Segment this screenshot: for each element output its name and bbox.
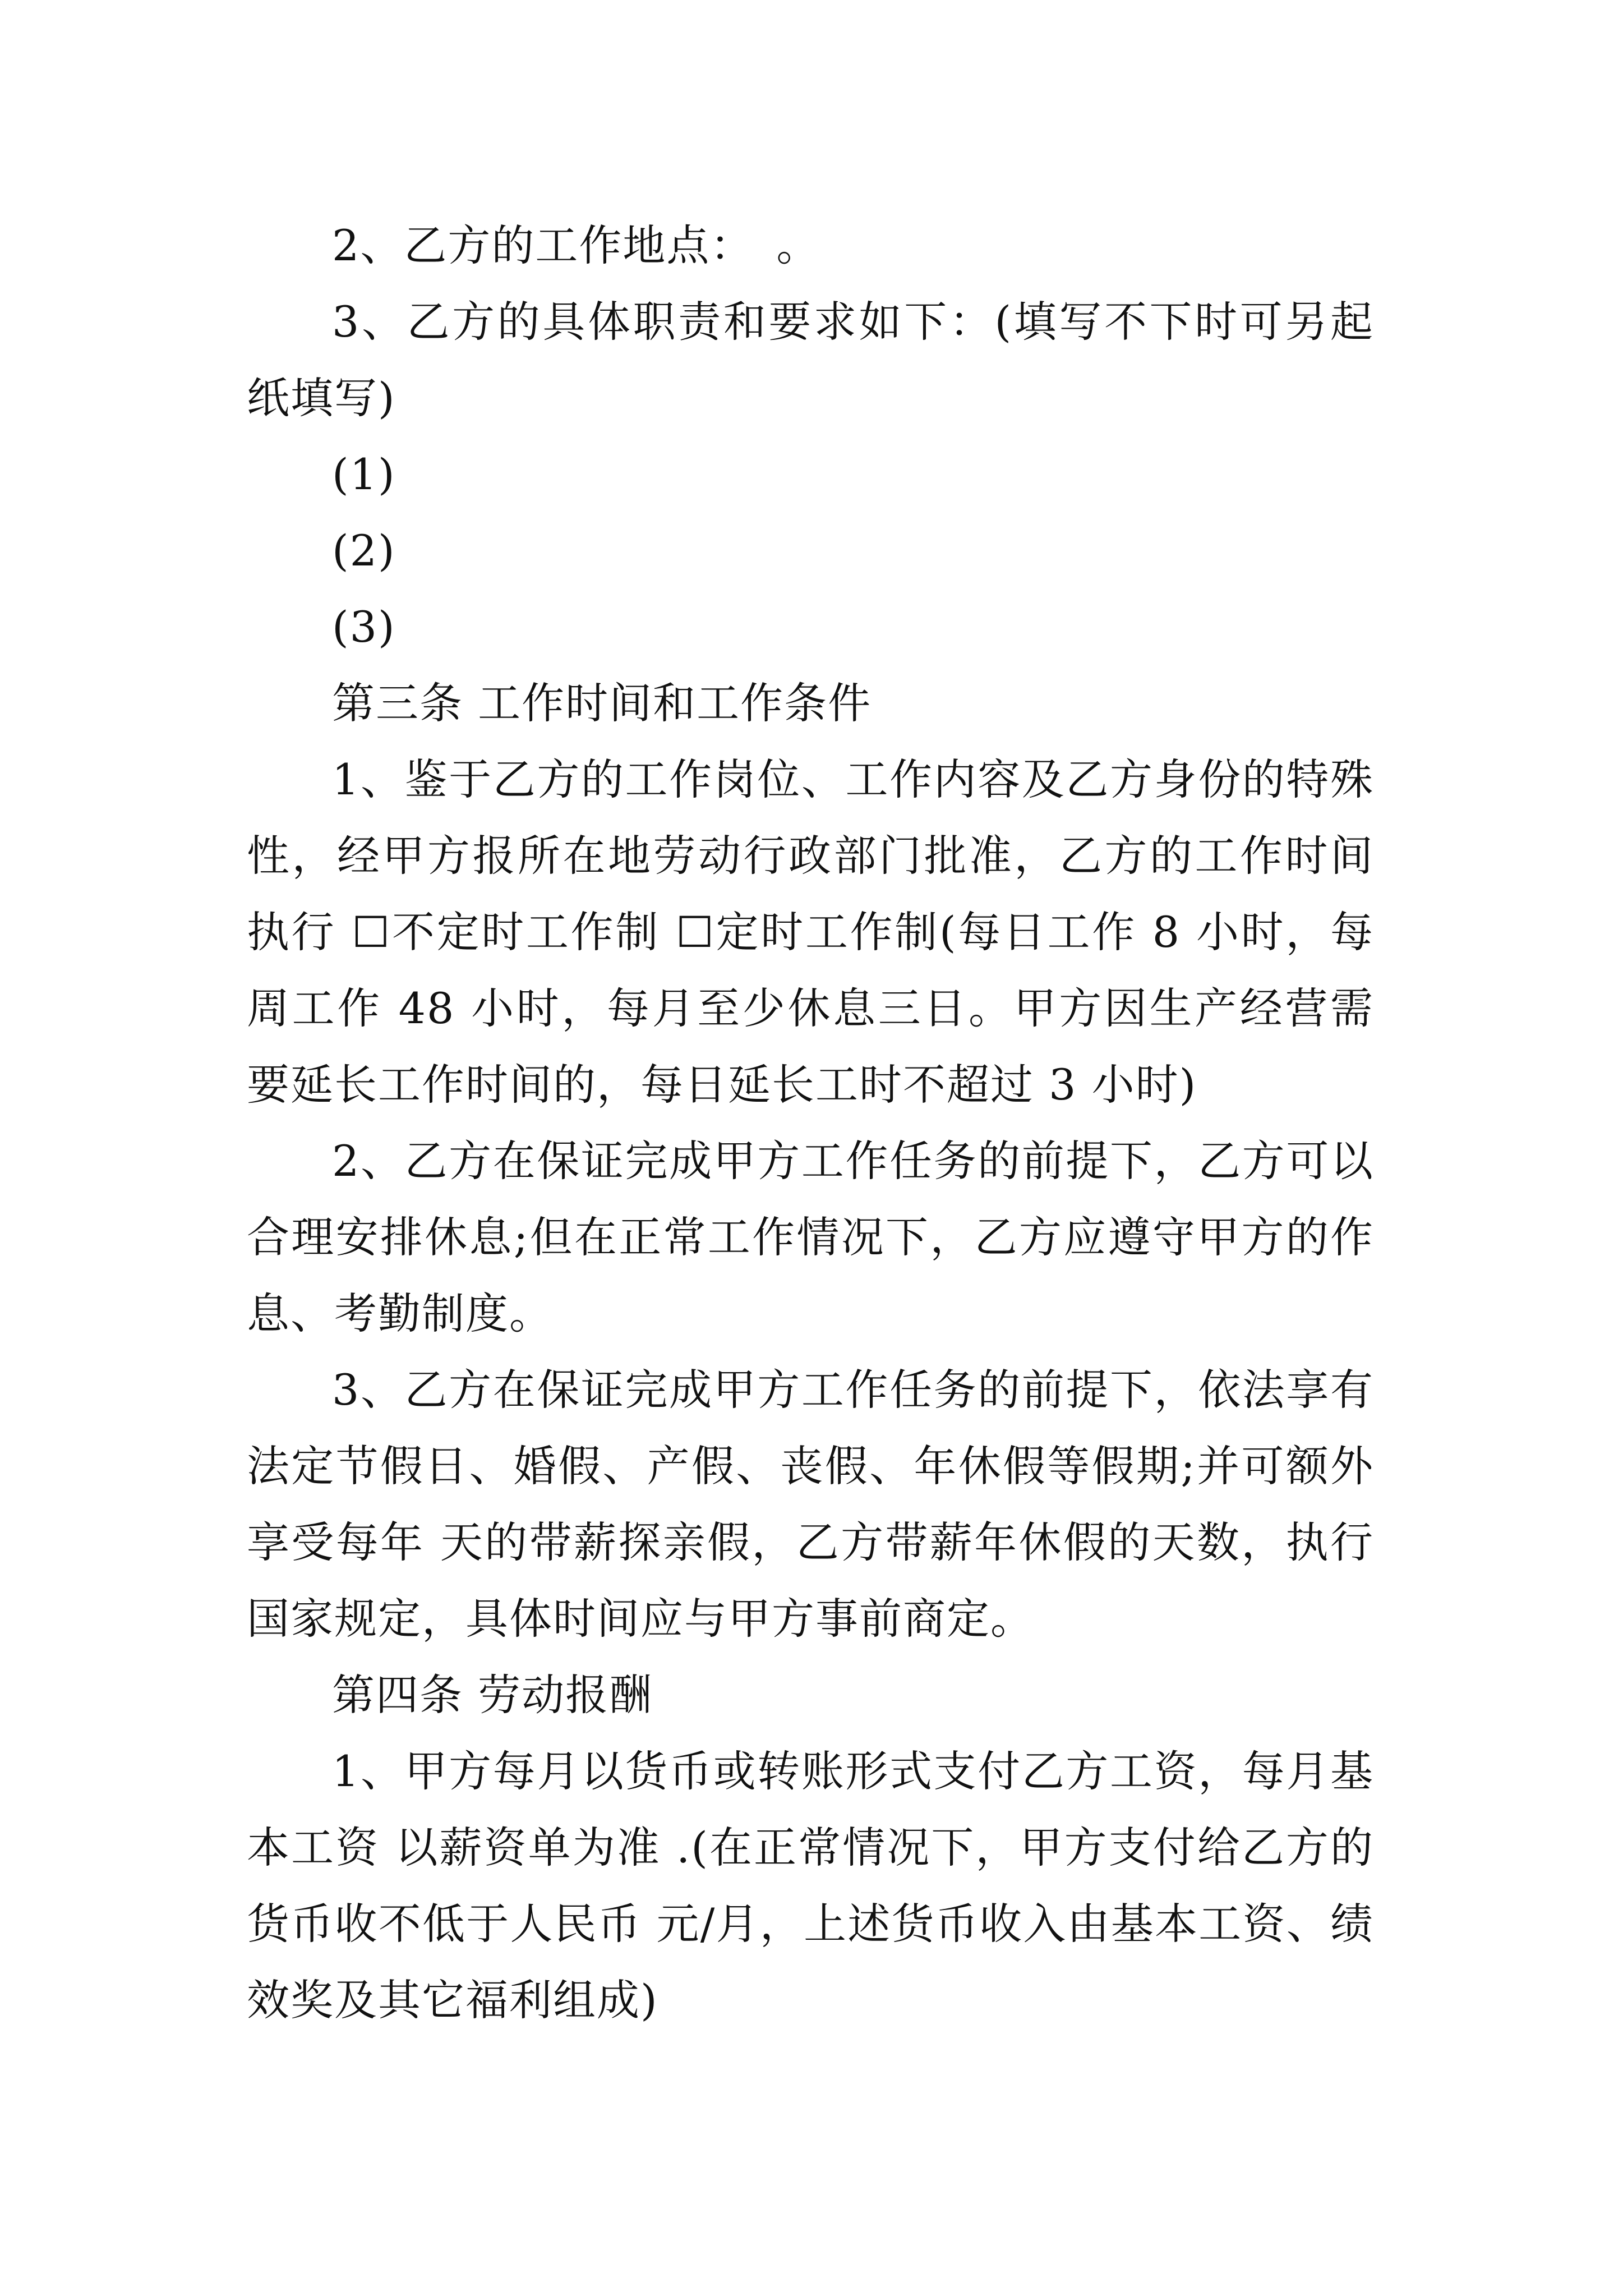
paragraph-holidays: 3、乙方在保证完成甲方工作任务的前提下，依法享有法定节假日、婚假、产假、丧假、年休假等假期;并可额外享受每年 天的带薪探亲假，乙方带薪年休假的天数，执行国家规定，具体时间应与甲方事前商定。 [247, 1365, 1374, 1644]
paragraph-work-location: 2、乙方的工作地点： 。 [332, 220, 820, 270]
paragraph-working-hours: 1、鉴于乙方的工作岗位、工作内容及乙方身份的特殊性，经甲方报所在地劳动行政部门批准，乙方的工作时间执行 ☐不定时工作制 ☐定时工作制(每日工作 8 小时，每周工作 48 小时，每月至少休息三日。甲方因生产经营需要延长工作时间的，每日延长工时不超过 3 小时) [247, 754, 1374, 1110]
paragraph-duties-intro: 3、乙方的具体职责和要求如下：(填写不下时可另起纸填写) [247, 297, 1374, 423]
section-heading-article-3: 第三条 工作时间和工作条件 [332, 678, 872, 728]
document-body [247, 208, 1374, 2039]
paragraph-rest-arrangement: 2、乙方在保证完成甲方工作任务的前提下，乙方可以合理安排休息;但在正常工作情况下，乙方应遵守甲方的作息、考勤制度。 [247, 1136, 1374, 1338]
paragraph-salary: 1、甲方每月以货币或转账形式支付乙方工资，每月基本工资 以薪资单为准 .(在正常情况下，甲方支付给乙方的货币收不低于人民币 元/月，上述货币收入由基本工资、绩效奖及其它福利组成) [247, 1746, 1374, 2025]
paragraph-duty-item-2: (2) [332, 526, 396, 576]
paragraph-duty-item-3: (3) [332, 602, 396, 652]
paragraph-duty-item-1: (1) [332, 449, 396, 499]
section-heading-article-4: 第四条 劳动报酬 [332, 1670, 653, 1720]
